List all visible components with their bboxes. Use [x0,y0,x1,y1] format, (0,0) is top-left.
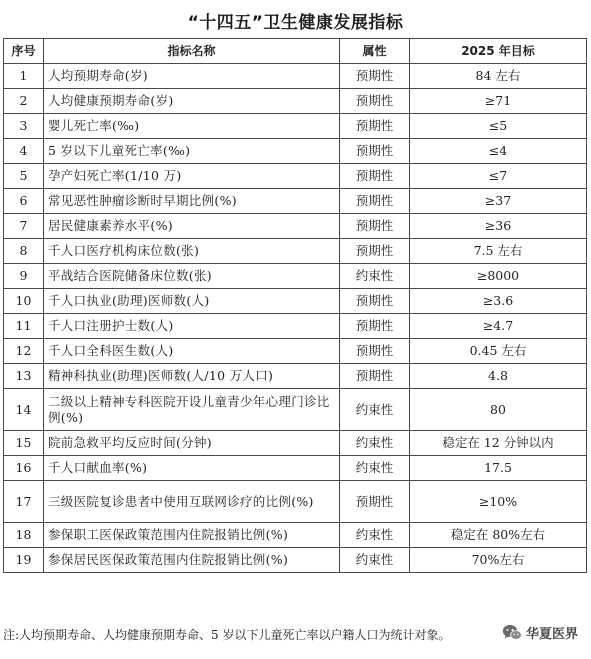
cell-no: 13 [4,364,44,389]
table-row [4,523,587,548]
cell-name: 千人口全科医生数(人) [44,339,340,364]
watermark [499,622,581,643]
cell-attribute: 预期性 [340,114,410,139]
table-row [4,314,587,339]
cell-name: 参保居民医保政策范围内住院报销比例(%) [44,548,340,573]
cell-name: 千人口注册护士数(人) [44,314,340,339]
cell-name: 常见恶性肿瘤诊断时早期比例(%) [44,189,340,214]
cell-no: 2 [4,89,44,114]
cell-attribute: 约束性 [340,264,410,289]
page-title: “十四五”卫生健康发展指标 [187,13,404,33]
table-row [4,431,587,456]
footnote: 注:人均预期寿命、人均健康预期寿命、5 岁以下儿童死亡率以户籍人口为统计对象。 [3,628,451,642]
cell-target: 稳定在 12 分钟以内 [410,431,587,456]
cell-target: ≥37 [410,189,587,214]
cell-no: 6 [4,189,44,214]
table-row [4,189,587,214]
cell-name: 院前急救平均反应时间(分钟) [44,431,340,456]
cell-target: 80 [410,389,587,431]
cell-name: 千人口献血率(%) [44,456,340,481]
cell-name: 人均预期寿命(岁) [44,64,340,89]
table-header-row [4,39,587,64]
cell-no: 15 [4,431,44,456]
table-row [4,289,587,314]
cell-target: ≥8000 [410,264,587,289]
cell-target: 84 左右 [410,64,587,89]
table-row [4,114,587,139]
header-no: 序号 [4,39,44,64]
cell-no: 17 [4,481,44,523]
cell-name: 精神科执业(助理)医师数(人/10 万人口) [44,364,340,389]
table-row [4,164,587,189]
cell-attribute: 预期性 [340,314,410,339]
cell-target: ≥4.7 [410,314,587,339]
cell-name: 千人口医疗机构床位数(张) [44,239,340,264]
cell-no: 5 [4,164,44,189]
cell-no: 8 [4,239,44,264]
table-row [4,339,587,364]
cell-target: 4.8 [410,364,587,389]
cell-target: ≥71 [410,89,587,114]
cell-attribute: 约束性 [340,523,410,548]
cell-target: 70%左右 [410,548,587,573]
table-row [4,481,587,523]
cell-target: 0.45 左右 [410,339,587,364]
cell-target: ≤5 [410,114,587,139]
cell-no: 10 [4,289,44,314]
watermark-text: 华夏医界 [525,627,578,642]
cell-name: 平战结合医院储备床位数(张) [44,264,340,289]
cell-target: ≥36 [410,214,587,239]
cell-attribute: 预期性 [340,139,410,164]
cell-target: ≤7 [410,164,587,189]
cell-attribute: 预期性 [340,164,410,189]
cell-target: 17.5 [410,456,587,481]
cell-attribute: 预期性 [340,189,410,214]
cell-attribute: 约束性 [340,548,410,573]
cell-attribute: 预期性 [340,481,410,523]
cell-attribute: 约束性 [340,456,410,481]
header-attribute: 属性 [340,39,410,64]
table-row [4,214,587,239]
cell-name: 居民健康素养水平(%) [44,214,340,239]
cell-no: 4 [4,139,44,164]
cell-name: 三级医院复诊患者中使用互联网诊疗的比例(%) [44,481,340,523]
cell-name: 参保职工医保政策范围内住院报销比例(%) [44,523,340,548]
cell-attribute: 预期性 [340,64,410,89]
cell-no: 9 [4,264,44,289]
table-row [4,456,587,481]
table-row [4,139,587,164]
cell-attribute: 约束性 [340,431,410,456]
cell-target: ≥10% [410,481,587,523]
cell-name: 人均健康预期寿命(岁) [44,89,340,114]
cell-attribute: 预期性 [340,239,410,264]
cell-target: 稳定在 80%左右 [410,523,587,548]
cell-attribute: 预期性 [340,214,410,239]
cell-target: ≤4 [410,139,587,164]
cell-no: 18 [4,523,44,548]
indicator-table [3,38,587,573]
wechat-icon [502,624,522,641]
cell-name: 千人口执业(助理)医师数(人) [44,289,340,314]
cell-name: 孕产妇死亡率(1/10 万) [44,164,340,189]
cell-name: 二级以上精神专科医院开设儿童青少年心理门诊比例(%) [44,389,340,431]
table-row [4,239,587,264]
cell-attribute: 预期性 [340,289,410,314]
table-row [4,264,587,289]
table-row [4,64,587,89]
table-body [4,64,587,573]
cell-no: 3 [4,114,44,139]
cell-attribute: 预期性 [340,89,410,114]
cell-no: 12 [4,339,44,364]
cell-name: 5 岁以下儿童死亡率(‰) [44,139,340,164]
cell-no: 14 [4,389,44,431]
cell-no: 16 [4,456,44,481]
cell-no: 19 [4,548,44,573]
table-row [4,89,587,114]
cell-name: 婴儿死亡率(‰) [44,114,340,139]
table-row [4,364,587,389]
cell-target: 7.5 左右 [410,239,587,264]
cell-no: 11 [4,314,44,339]
cell-target: ≥3.6 [410,289,587,314]
cell-no: 1 [4,64,44,89]
table-row [4,548,587,573]
header-target: 2025 年目标 [410,39,587,64]
cell-attribute: 预期性 [340,364,410,389]
header-name: 指标名称 [44,39,340,64]
cell-attribute: 预期性 [340,339,410,364]
table-row [4,389,587,431]
cell-no: 7 [4,214,44,239]
cell-attribute: 约束性 [340,389,410,431]
